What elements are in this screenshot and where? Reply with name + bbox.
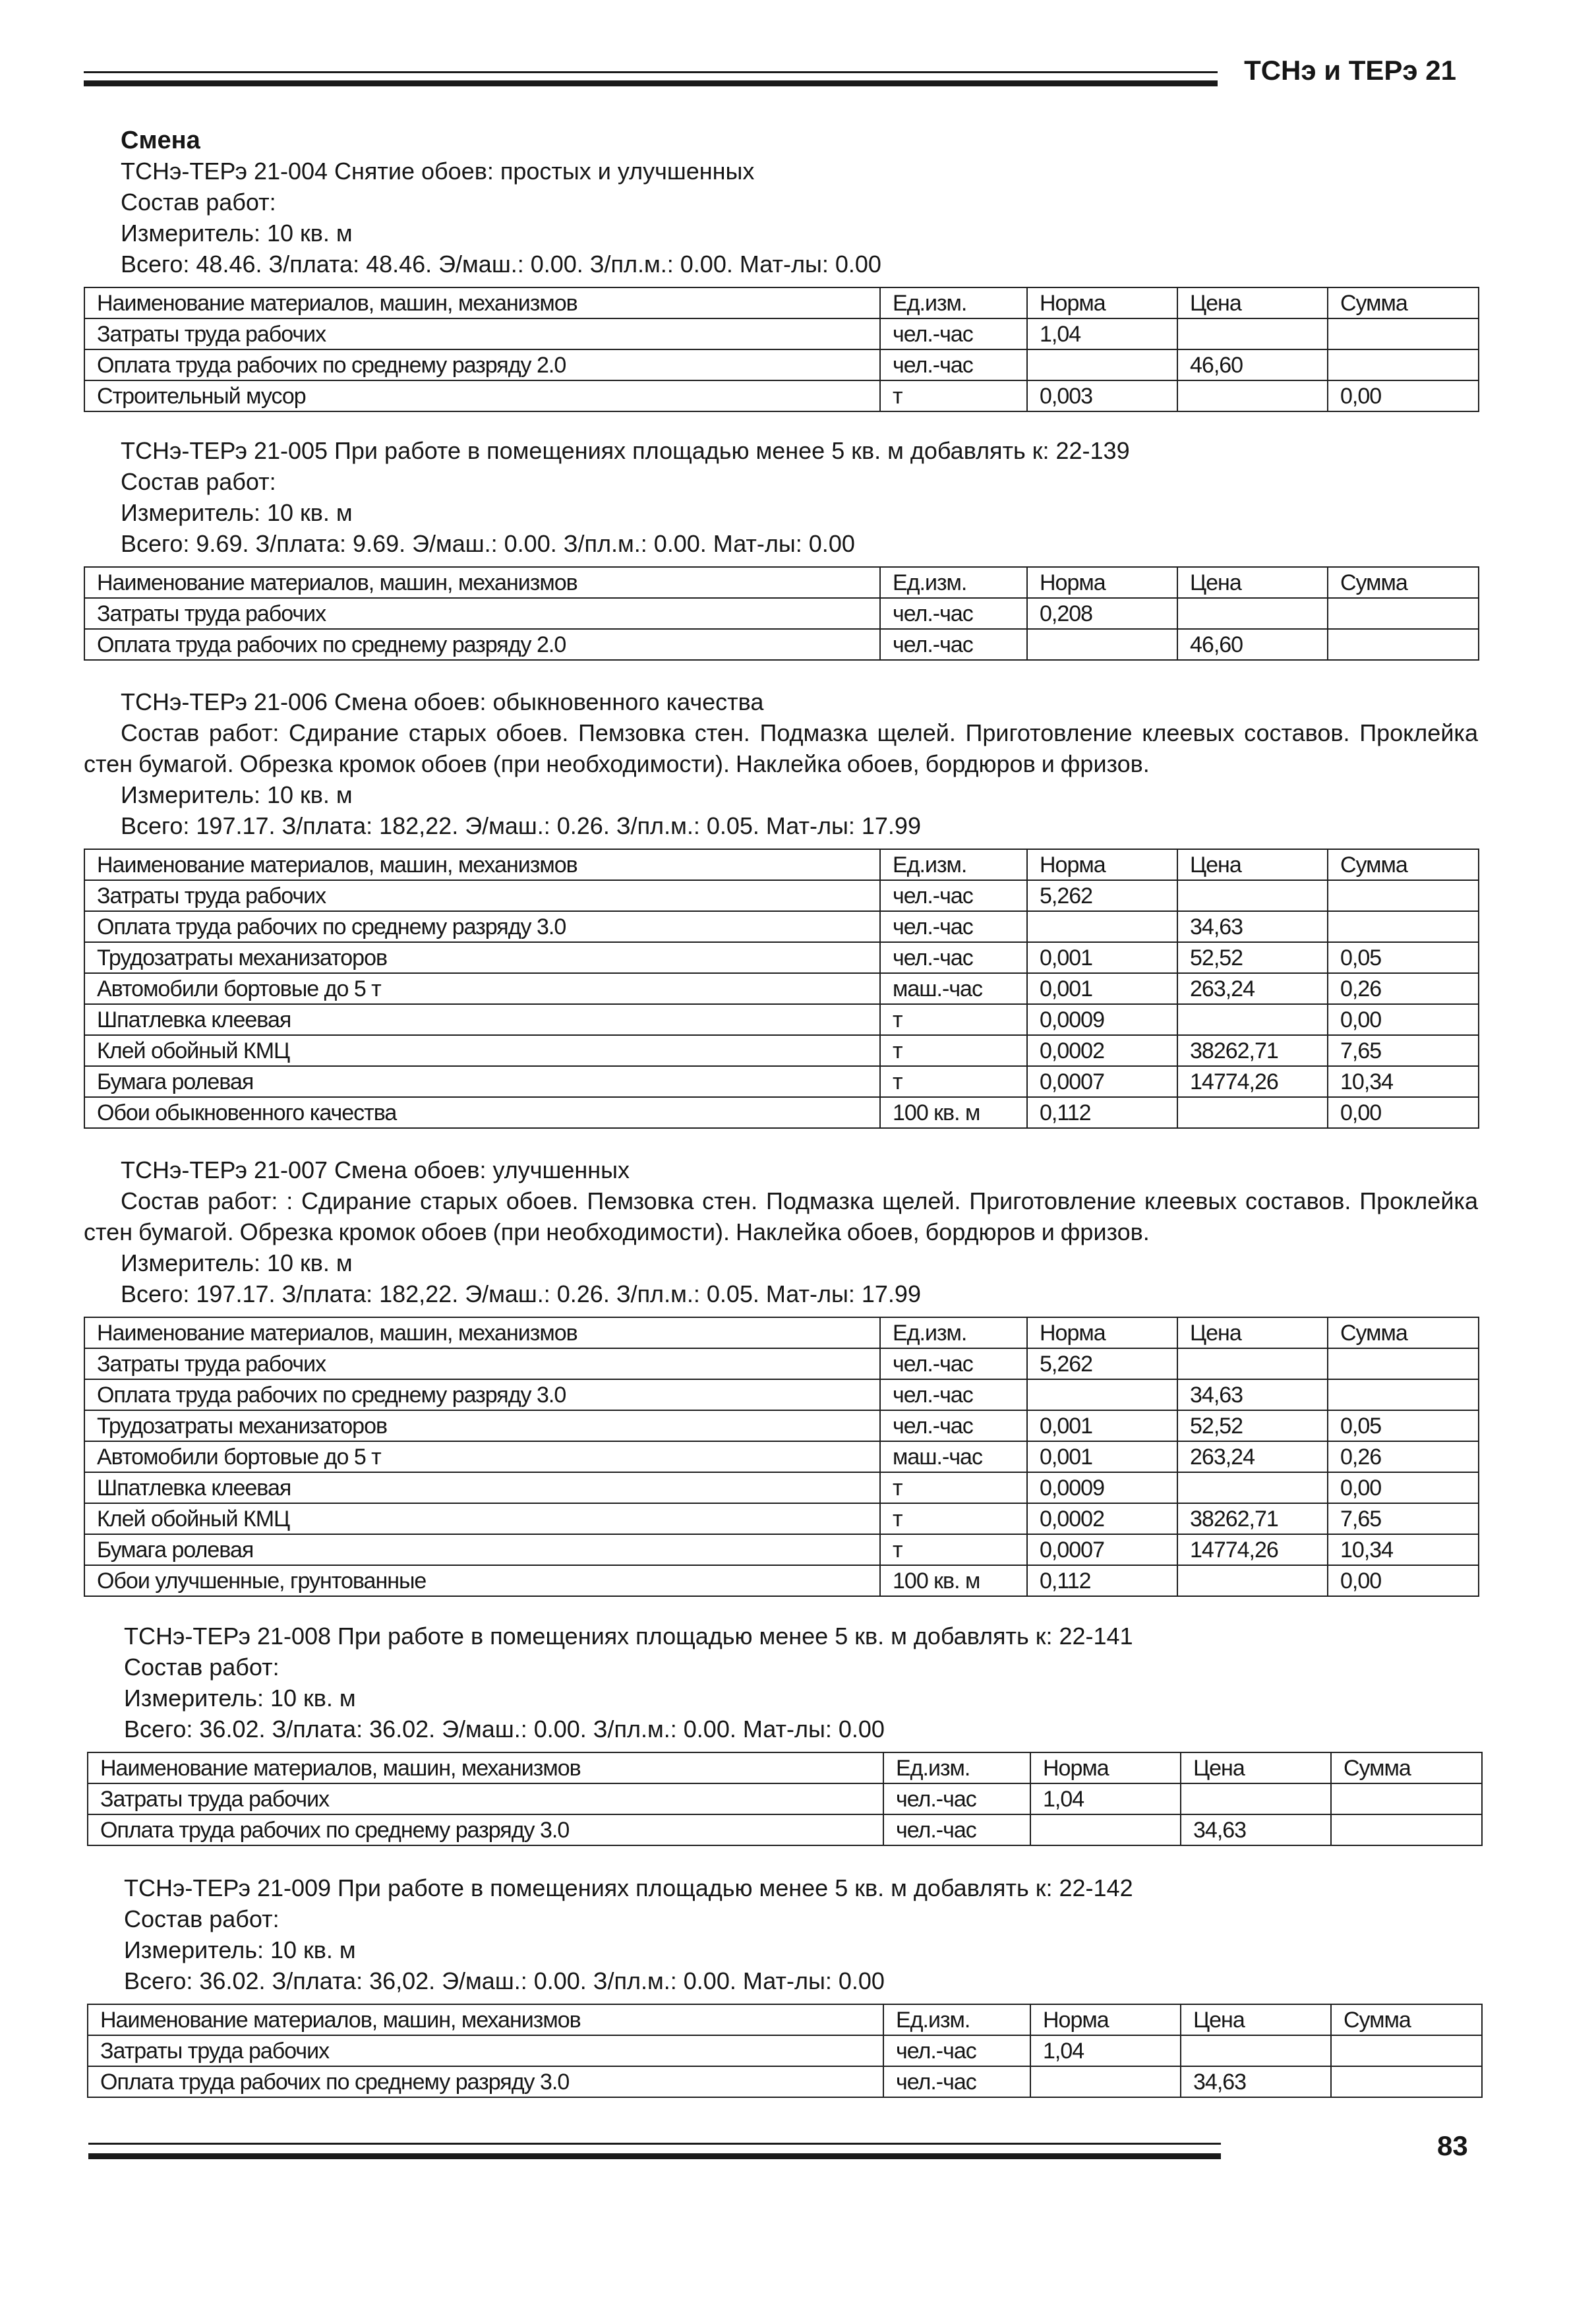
table-row bbox=[84, 1441, 1479, 1472]
price-cell: 34,63 bbox=[1181, 2066, 1331, 2097]
work-composition: Состав работ: : Сдирание старых обоев. Пемзовка стен. Подмазка щелей. Приготовление клеевых составов. Проклейка стен бумагой. Обрезка кромок обоев (при необходимости). Наклейка обоев, бордюров и фризов. bbox=[84, 1187, 1478, 1245]
norm-cell: 0,112 bbox=[1027, 1097, 1177, 1128]
unit-cell: чел.-час bbox=[880, 911, 1027, 942]
sum-cell bbox=[1328, 349, 1479, 380]
cost-totals: Всего: 48.46. З/плата: 48.46. Э/маш.: 0.00. З/пл.м.: 0.00. Мат-лы: 0.00 bbox=[121, 251, 881, 278]
resource-name-cell: Оплата труда рабочих по среднему разряду 3.0 bbox=[88, 2066, 883, 2097]
work-composition: Состав работ: bbox=[124, 1654, 280, 1681]
work-composition: Состав работ: Сдирание старых обоев. Пемзовка стен. Подмазка щелей. Приготовление клеевых составов. Проклейка стен бумагой. Обрезка кромок обоев (при необходимости). Наклейка обоев, бордюров и фризов. bbox=[84, 719, 1478, 777]
sum-cell bbox=[1331, 2035, 1482, 2066]
column-header-price: Цена bbox=[1181, 2004, 1331, 2035]
resource-name-cell: Затраты труда рабочих bbox=[84, 598, 880, 629]
table-row bbox=[84, 1004, 1479, 1035]
norm-cell: 1,04 bbox=[1027, 318, 1177, 349]
cost-totals: Всего: 197.17. З/плата: 182,22. Э/маш.: 0.26. З/пл.м.: 0.05. Мат-лы: 17.99 bbox=[121, 1280, 921, 1307]
column-header-price: Цена bbox=[1177, 567, 1328, 598]
norm-cell bbox=[1030, 1814, 1181, 1845]
column-header-name: Наименование материалов, машин, механизмов bbox=[84, 1317, 880, 1348]
table-header-row bbox=[84, 567, 1479, 598]
unit-cell: чел.-час bbox=[880, 1410, 1027, 1441]
sum-cell bbox=[1331, 1783, 1482, 1814]
norm-cell: 0,001 bbox=[1027, 942, 1177, 973]
price-cell: 38262,71 bbox=[1177, 1035, 1328, 1066]
table-row bbox=[88, 1783, 1482, 1814]
resource-name-cell: Строительный мусор bbox=[84, 380, 880, 411]
sum-cell bbox=[1328, 880, 1479, 911]
resource-name-cell: Бумага ролевая bbox=[84, 1066, 880, 1097]
column-header-sum: Сумма bbox=[1328, 849, 1479, 880]
table-row bbox=[84, 349, 1479, 380]
table-row bbox=[84, 1066, 1479, 1097]
resources-table bbox=[84, 849, 1479, 1129]
norm-cell: 0,001 bbox=[1027, 973, 1177, 1004]
price-cell bbox=[1177, 598, 1328, 629]
resources-table bbox=[84, 566, 1479, 661]
resource-name-cell: Оплата труда рабочих по среднему разряду 3.0 bbox=[88, 1814, 883, 1845]
table-row bbox=[84, 1503, 1479, 1534]
measure-unit: Измеритель: 10 кв. м bbox=[121, 220, 353, 247]
table-header-row bbox=[88, 2004, 1482, 2035]
unit-cell: 100 кв. м bbox=[880, 1565, 1027, 1596]
price-cell bbox=[1177, 880, 1328, 911]
column-header-name: Наименование материалов, машин, механизмов bbox=[84, 287, 880, 318]
table-row bbox=[84, 973, 1479, 1004]
cost-totals: Всего: 36.02. З/плата: 36,02. Э/маш.: 0.00. З/пл.м.: 0.00. Мат-лы: 0.00 bbox=[124, 1967, 885, 1994]
table-row bbox=[84, 598, 1479, 629]
norm-cell bbox=[1027, 1379, 1177, 1410]
table-row bbox=[84, 1410, 1479, 1441]
norm-cell: 1,04 bbox=[1030, 2035, 1181, 2066]
price-cell: 46,60 bbox=[1177, 629, 1328, 660]
sum-cell bbox=[1328, 629, 1479, 660]
column-header-sum: Сумма bbox=[1328, 287, 1479, 318]
table-row bbox=[84, 1534, 1479, 1565]
column-header-name: Наименование материалов, машин, механизмов bbox=[84, 567, 880, 598]
unit-cell: т bbox=[880, 1035, 1027, 1066]
unit-cell: маш.-час bbox=[880, 973, 1027, 1004]
unit-cell: чел.-час bbox=[883, 1783, 1030, 1814]
column-header-unit: Ед.изм. bbox=[880, 287, 1027, 318]
unit-cell: чел.-час bbox=[880, 629, 1027, 660]
column-header-norm: Норма bbox=[1027, 287, 1177, 318]
sum-cell: 0,00 bbox=[1328, 1004, 1479, 1035]
resource-name-cell: Затраты труда рабочих bbox=[88, 1783, 883, 1814]
table-header-row bbox=[88, 1752, 1482, 1783]
unit-cell: чел.-час bbox=[880, 318, 1027, 349]
sum-cell bbox=[1328, 1379, 1479, 1410]
resource-name-cell: Клей обойный КМЦ bbox=[84, 1503, 880, 1534]
unit-cell: чел.-час bbox=[880, 880, 1027, 911]
work-composition: Состав работ: bbox=[121, 189, 276, 216]
price-cell: 14774,26 bbox=[1177, 1066, 1328, 1097]
sum-cell: 10,34 bbox=[1328, 1066, 1479, 1097]
price-cell bbox=[1181, 2035, 1331, 2066]
unit-cell: чел.-час bbox=[883, 2035, 1030, 2066]
norm-cell: 0,208 bbox=[1027, 598, 1177, 629]
resource-name-cell: Обои обыкновенного качества bbox=[84, 1097, 880, 1128]
sum-cell bbox=[1328, 1348, 1479, 1379]
norm-cell: 5,262 bbox=[1027, 880, 1177, 911]
norm-cell: 0,003 bbox=[1027, 380, 1177, 411]
price-cell: 52,52 bbox=[1177, 942, 1328, 973]
unit-cell: маш.-час bbox=[880, 1441, 1027, 1472]
column-header-price: Цена bbox=[1177, 287, 1328, 318]
price-cell: 46,60 bbox=[1177, 349, 1328, 380]
sum-cell: 0,00 bbox=[1328, 1565, 1479, 1596]
entry-title: ТСНэ-ТЕРэ 21-004 Снятие обоев: простых и улучшенных bbox=[121, 158, 755, 185]
column-header-sum: Сумма bbox=[1331, 1752, 1482, 1783]
sum-cell: 0,00 bbox=[1328, 1472, 1479, 1503]
sum-cell: 7,65 bbox=[1328, 1035, 1479, 1066]
norm-cell: 0,0009 bbox=[1027, 1472, 1177, 1503]
sum-cell bbox=[1328, 911, 1479, 942]
header-rule-thick bbox=[84, 80, 1218, 86]
resource-name-cell: Автомобили бортовые до 5 т bbox=[84, 1441, 880, 1472]
price-cell: 263,24 bbox=[1177, 1441, 1328, 1472]
entry-title: ТСНэ-ТЕРэ 21-008 При работе в помещениях площадью менее 5 кв. м добавлять к: 22-141 bbox=[124, 1623, 1133, 1650]
cost-totals: Всего: 9.69. З/плата: 9.69. Э/маш.: 0.00. З/пл.м.: 0.00. Мат-лы: 0.00 bbox=[121, 530, 855, 557]
column-header-norm: Норма bbox=[1030, 1752, 1181, 1783]
price-cell: 52,52 bbox=[1177, 1410, 1328, 1441]
unit-cell: чел.-час bbox=[880, 942, 1027, 973]
unit-cell: т bbox=[880, 1004, 1027, 1035]
price-cell: 34,63 bbox=[1181, 1814, 1331, 1845]
norm-cell: 0,0009 bbox=[1027, 1004, 1177, 1035]
unit-cell: чел.-час bbox=[883, 2066, 1030, 2097]
resources-table bbox=[87, 1752, 1483, 1846]
column-header-price: Цена bbox=[1177, 1317, 1328, 1348]
resource-name-cell: Клей обойный КМЦ bbox=[84, 1035, 880, 1066]
table-row bbox=[84, 880, 1479, 911]
header-rule-thin bbox=[84, 71, 1218, 73]
work-composition: Состав работ: bbox=[124, 1905, 280, 1932]
unit-cell: т bbox=[880, 380, 1027, 411]
price-cell bbox=[1177, 1004, 1328, 1035]
resources-table bbox=[87, 2004, 1483, 2098]
table-body bbox=[84, 598, 1479, 660]
table-row bbox=[84, 318, 1479, 349]
price-cell: 14774,26 bbox=[1177, 1534, 1328, 1565]
section-heading: Смена bbox=[121, 127, 200, 154]
running-header: ТСНэ и ТЕРэ 21 bbox=[1244, 55, 1456, 86]
unit-cell: чел.-час bbox=[883, 1814, 1030, 1845]
resource-name-cell: Оплата труда рабочих по среднему разряду 3.0 bbox=[84, 1379, 880, 1410]
resource-name-cell: Бумага ролевая bbox=[84, 1534, 880, 1565]
table-row bbox=[84, 1097, 1479, 1128]
measure-unit: Измеритель: 10 кв. м bbox=[124, 1936, 356, 1963]
sum-cell bbox=[1328, 598, 1479, 629]
entry-title: ТСНэ-ТЕРэ 21-005 При работе в помещениях площадью менее 5 кв. м добавлять к: 22-139 bbox=[121, 437, 1130, 464]
table-header-row bbox=[84, 287, 1479, 318]
sum-cell: 0,05 bbox=[1328, 942, 1479, 973]
resource-name-cell: Оплата труда рабочих по среднему разряду 2.0 bbox=[84, 349, 880, 380]
norm-cell: 0,112 bbox=[1027, 1565, 1177, 1596]
price-cell bbox=[1177, 318, 1328, 349]
page-number: 83 bbox=[1437, 2130, 1468, 2161]
norm-cell: 0,001 bbox=[1027, 1441, 1177, 1472]
table-row bbox=[84, 911, 1479, 942]
column-header-unit: Ед.изм. bbox=[880, 1317, 1027, 1348]
measure-unit: Измеритель: 10 кв. м bbox=[121, 1249, 353, 1276]
entry-title: ТСНэ-ТЕРэ 21-009 При работе в помещениях площадью менее 5 кв. м добавлять к: 22-142 bbox=[124, 1874, 1133, 1901]
column-header-sum: Сумма bbox=[1328, 567, 1479, 598]
resource-name-cell: Затраты труда рабочих bbox=[84, 318, 880, 349]
price-cell bbox=[1177, 1097, 1328, 1128]
price-cell: 34,63 bbox=[1177, 911, 1328, 942]
resource-name-cell: Обои улучшенные, грунтованные bbox=[84, 1565, 880, 1596]
sum-cell: 0,26 bbox=[1328, 973, 1479, 1004]
work-composition: Состав работ: bbox=[121, 468, 276, 495]
sum-cell: 0,26 bbox=[1328, 1441, 1479, 1472]
table-row bbox=[84, 1565, 1479, 1596]
price-cell: 38262,71 bbox=[1177, 1503, 1328, 1534]
resource-name-cell: Затраты труда рабочих bbox=[84, 880, 880, 911]
unit-cell: чел.-час bbox=[880, 1348, 1027, 1379]
norm-cell: 5,262 bbox=[1027, 1348, 1177, 1379]
cost-totals: Всего: 197.17. З/плата: 182,22. Э/маш.: 0.26. З/пл.м.: 0.05. Мат-лы: 17.99 bbox=[121, 812, 921, 839]
resource-name-cell: Трудозатраты механизаторов bbox=[84, 942, 880, 973]
norm-cell: 0,001 bbox=[1027, 1410, 1177, 1441]
table-body bbox=[84, 1348, 1479, 1596]
column-header-name: Наименование материалов, машин, механизмов bbox=[88, 2004, 883, 2035]
table-row bbox=[84, 1379, 1479, 1410]
unit-cell: 100 кв. м bbox=[880, 1097, 1027, 1128]
column-header-unit: Ед.изм. bbox=[880, 567, 1027, 598]
column-header-norm: Норма bbox=[1027, 567, 1177, 598]
entry-title: ТСНэ-ТЕРэ 21-007 Смена обоев: улучшенных bbox=[121, 1156, 630, 1183]
norm-cell bbox=[1027, 629, 1177, 660]
column-header-price: Цена bbox=[1177, 849, 1328, 880]
measure-unit: Измеритель: 10 кв. м bbox=[121, 781, 353, 808]
norm-entry-21-009 bbox=[87, 1872, 1481, 2098]
table-body bbox=[88, 2035, 1482, 2097]
sum-cell: 0,05 bbox=[1328, 1410, 1479, 1441]
table-row bbox=[84, 1472, 1479, 1503]
column-header-sum: Сумма bbox=[1328, 1317, 1479, 1348]
norm-cell bbox=[1027, 349, 1177, 380]
resource-name-cell: Трудозатраты механизаторов bbox=[84, 1410, 880, 1441]
norm-entry-21-006 bbox=[84, 686, 1478, 1129]
cost-totals: Всего: 36.02. З/плата: 36.02. Э/маш.: 0.00. З/пл.м.: 0.00. Мат-лы: 0.00 bbox=[124, 1715, 885, 1743]
column-header-name: Наименование материалов, машин, механизмов bbox=[88, 1752, 883, 1783]
column-header-unit: Ед.изм. bbox=[880, 849, 1027, 880]
table-body bbox=[84, 880, 1479, 1128]
resource-name-cell: Шпатлевка клеевая bbox=[84, 1472, 880, 1503]
price-cell bbox=[1177, 380, 1328, 411]
norm-entry-21-004 bbox=[84, 156, 1478, 412]
price-cell: 263,24 bbox=[1177, 973, 1328, 1004]
table-body bbox=[88, 1783, 1482, 1845]
norm-cell: 1,04 bbox=[1030, 1783, 1181, 1814]
column-header-unit: Ед.изм. bbox=[883, 1752, 1030, 1783]
column-header-name: Наименование материалов, машин, механизмов bbox=[84, 849, 880, 880]
norm-cell: 0,0007 bbox=[1027, 1066, 1177, 1097]
price-cell bbox=[1181, 1783, 1331, 1814]
unit-cell: чел.-час bbox=[880, 598, 1027, 629]
resources-table bbox=[84, 1317, 1479, 1597]
resource-name-cell: Оплата труда рабочих по среднему разряду 3.0 bbox=[84, 911, 880, 942]
sum-cell: 10,34 bbox=[1328, 1534, 1479, 1565]
table-row bbox=[84, 629, 1479, 660]
resource-name-cell: Автомобили бортовые до 5 т bbox=[84, 973, 880, 1004]
footer-rule-thin bbox=[88, 2143, 1221, 2145]
sum-cell: 0,00 bbox=[1328, 1097, 1479, 1128]
resource-name-cell: Шпатлевка клеевая bbox=[84, 1004, 880, 1035]
resource-name-cell: Оплата труда рабочих по среднему разряду 2.0 bbox=[84, 629, 880, 660]
footer-rule-thick bbox=[88, 2153, 1221, 2159]
unit-cell: чел.-час bbox=[880, 349, 1027, 380]
norm-cell bbox=[1027, 911, 1177, 942]
column-header-price: Цена bbox=[1181, 1752, 1331, 1783]
column-header-unit: Ед.изм. bbox=[883, 2004, 1030, 2035]
sum-cell bbox=[1331, 2066, 1482, 2097]
table-header-row bbox=[84, 849, 1479, 880]
price-cell: 34,63 bbox=[1177, 1379, 1328, 1410]
table-row bbox=[84, 380, 1479, 411]
resources-table bbox=[84, 287, 1479, 412]
price-cell bbox=[1177, 1565, 1328, 1596]
norm-entry-21-007 bbox=[84, 1154, 1478, 1597]
unit-cell: т bbox=[880, 1503, 1027, 1534]
measure-unit: Измеритель: 10 кв. м bbox=[121, 499, 353, 526]
unit-cell: т bbox=[880, 1066, 1027, 1097]
resource-name-cell: Затраты труда рабочих bbox=[84, 1348, 880, 1379]
table-row bbox=[84, 1348, 1479, 1379]
table-row bbox=[88, 2066, 1482, 2097]
table-row bbox=[84, 1035, 1479, 1066]
norm-cell: 0,0002 bbox=[1027, 1503, 1177, 1534]
resource-name-cell: Затраты труда рабочих bbox=[88, 2035, 883, 2066]
unit-cell: т bbox=[880, 1534, 1027, 1565]
table-header-row bbox=[84, 1317, 1479, 1348]
sum-cell: 7,65 bbox=[1328, 1503, 1479, 1534]
table-row bbox=[88, 2035, 1482, 2066]
price-cell bbox=[1177, 1348, 1328, 1379]
column-header-norm: Норма bbox=[1027, 849, 1177, 880]
table-body bbox=[84, 318, 1479, 411]
unit-cell: т bbox=[880, 1472, 1027, 1503]
measure-unit: Измеритель: 10 кв. м bbox=[124, 1685, 356, 1712]
norm-cell: 0,0007 bbox=[1027, 1534, 1177, 1565]
norm-entry-21-008 bbox=[87, 1621, 1481, 1846]
column-header-norm: Норма bbox=[1030, 2004, 1181, 2035]
entry-title: ТСНэ-ТЕРэ 21-006 Смена обоев: обыкновенного качества bbox=[121, 688, 764, 715]
unit-cell: чел.-час bbox=[880, 1379, 1027, 1410]
norm-cell bbox=[1030, 2066, 1181, 2097]
table-row bbox=[88, 1814, 1482, 1845]
table-row bbox=[84, 942, 1479, 973]
sum-cell: 0,00 bbox=[1328, 380, 1479, 411]
norm-cell: 0,0002 bbox=[1027, 1035, 1177, 1066]
norm-entry-21-005 bbox=[84, 435, 1478, 661]
sum-cell bbox=[1331, 1814, 1482, 1845]
column-header-sum: Сумма bbox=[1331, 2004, 1482, 2035]
sum-cell bbox=[1328, 318, 1479, 349]
column-header-norm: Норма bbox=[1027, 1317, 1177, 1348]
price-cell bbox=[1177, 1472, 1328, 1503]
